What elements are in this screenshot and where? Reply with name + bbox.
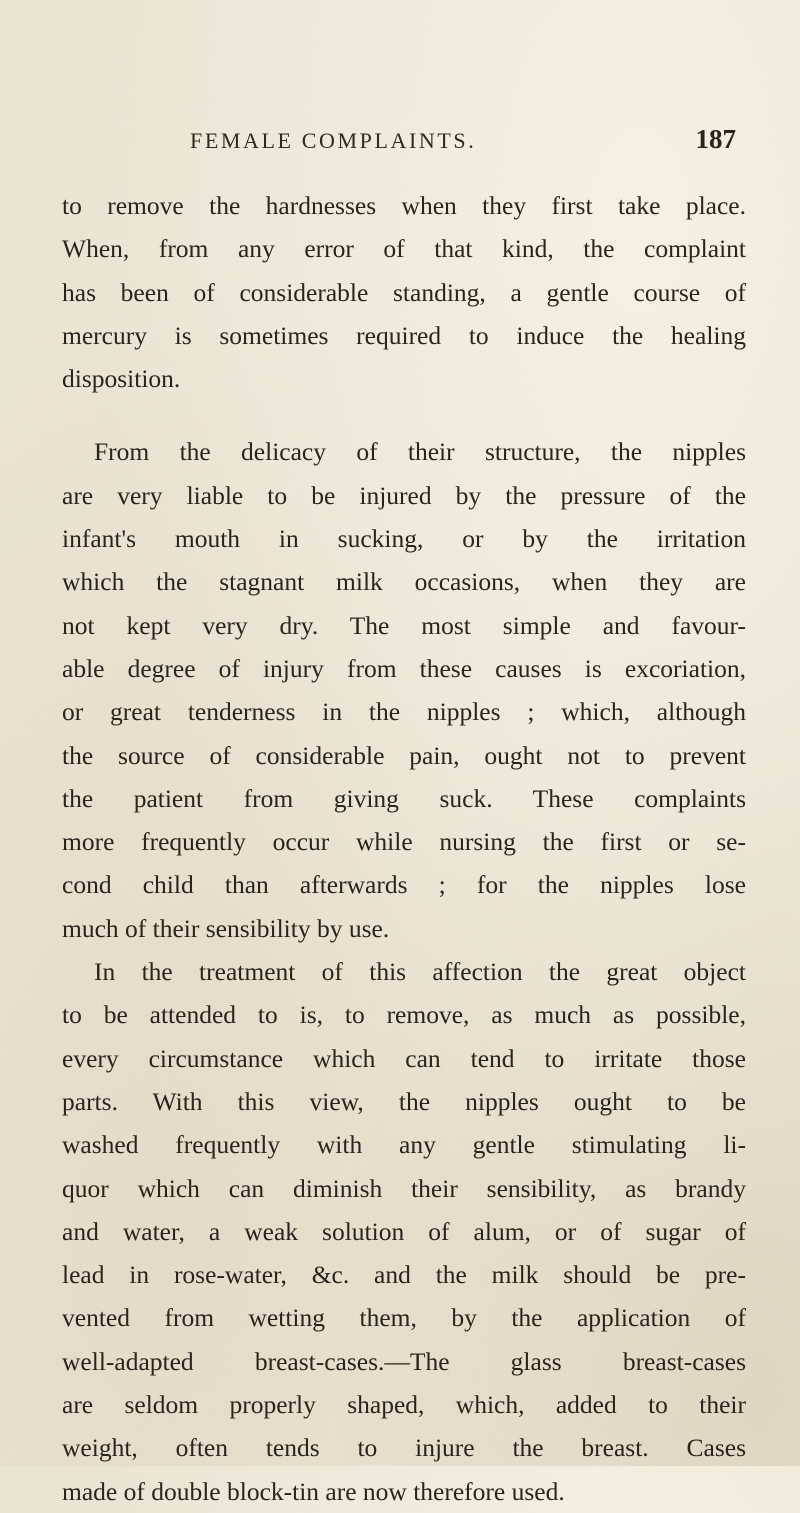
text-line: washed frequently with any gentle stimulating li- [62,1130,746,1160]
text-line: vented from wetting them, by the application of [62,1303,746,1333]
text-line: able degree of injury from these causes is excoriation, [62,653,746,683]
text-line: mercury is sometimes required to induce the healing [62,320,746,350]
text-line: In the treatment of this affection the great object [94,957,746,987]
text-line: lead in rose-water, &c. and the milk should be pre- [62,1260,746,1290]
text-line: well-adapted breast-cases.—The glass breast-cases [62,1346,746,1376]
page-number: 187 [695,124,736,154]
text-line: are seldom properly shaped, which, added to their [62,1390,746,1420]
text-line: more frequently occur while nursing the first or se- [62,827,746,857]
text-line: and water, a weak solution of alum, or of sugar of [62,1216,746,1246]
running-title: FEMALE COMPLAINTS. [190,128,477,153]
paragraph-gap [62,400,746,430]
text-line: the patient from giving suck. These complaints [62,783,746,813]
paragraph [62,950,746,1513]
text-line: or great tenderness in the nipples ; which, although [62,697,746,727]
paragraph [62,430,746,950]
text-line: the source of considerable pain, ought not to prevent [62,740,746,770]
text-line: weight, often tends to injure the breast. Cases [62,1433,746,1463]
text-line: cond child than afterwards ; for the nipples lose [62,870,746,900]
body-text [62,184,746,1513]
text-line: which the stagnant milk occasions, when they are [62,567,746,597]
text-line: every circumstance which can tend to irritate those [62,1043,746,1073]
text-line: made of double block-tin are now therefore used. [62,1476,565,1506]
text-line: are very liable to be injured by the pressure of the [62,480,746,510]
text-line: has been of considerable standing, a gentle course of [62,277,746,307]
text-line: not kept very dry. The most simple and favour- [62,610,746,640]
text-line: to remove the hardnesses when they first take place. [62,191,746,220]
text-line: to be attended to is, to remove, as much as possible, [62,1000,746,1030]
text-line: infant's mouth in sucking, or by the irritation [62,524,746,554]
text-line: From the delicacy of their structure, the nipples [94,437,746,467]
text-line: much of their sensibility by use. [62,913,390,943]
text-line: disposition. [62,364,181,394]
text-line: parts. With this view, the nipples ought to be [62,1086,746,1116]
running-head [190,124,736,168]
paragraph [62,184,746,400]
text-line: quor which can diminish their sensibility, as brandy [62,1173,746,1203]
text-line: When, from any error of that kind, the complaint [62,234,746,264]
